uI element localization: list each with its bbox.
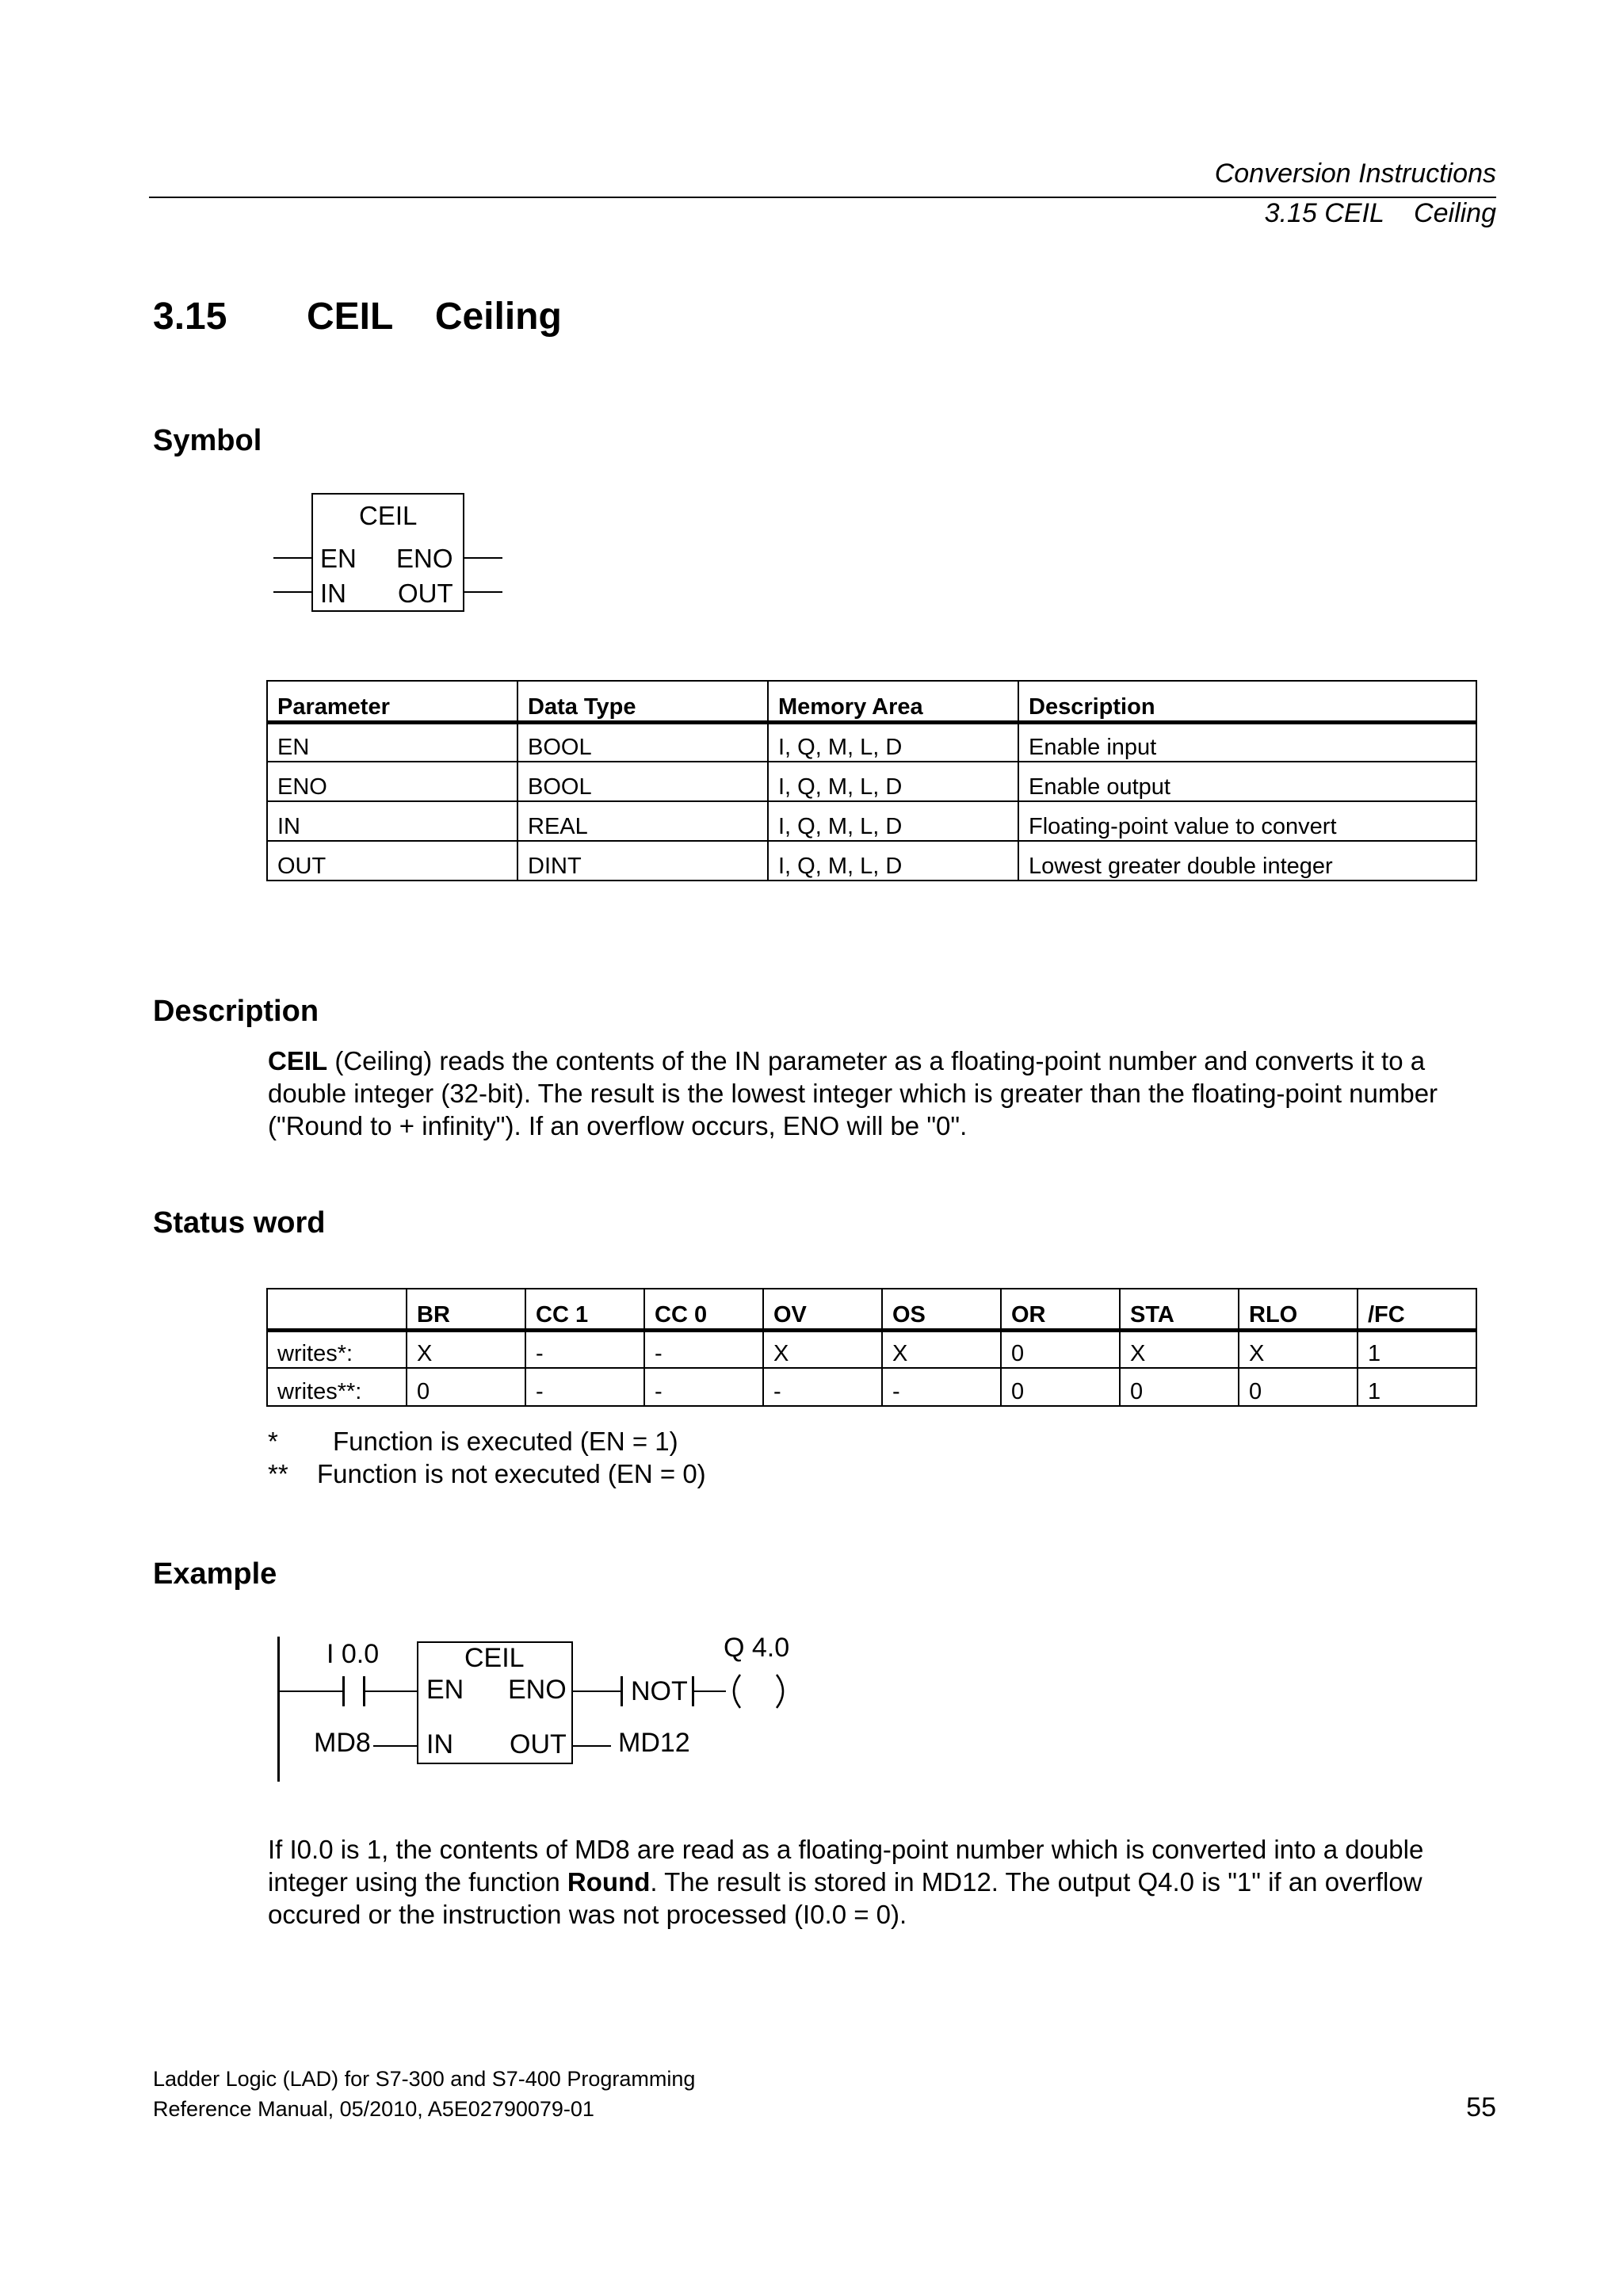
- not-left-bar: [621, 1676, 623, 1706]
- status-cell: 0: [407, 1368, 525, 1406]
- status-row-writes-not-executed: [267, 1368, 1476, 1406]
- in-lead-line: [273, 591, 311, 593]
- rung-line: [280, 1690, 342, 1692]
- status-header-br: BR: [407, 1289, 525, 1330]
- table-row: [267, 762, 1476, 801]
- example-text-1: If I0.0 is 1, the contents of MD8 are read as a floating-point number which is converted into a double integer using the function: [268, 1835, 1424, 1897]
- coil-address: Q 4.0: [724, 1633, 790, 1663]
- description-heading: Description: [153, 995, 319, 1028]
- table-cell: REAL: [517, 801, 768, 841]
- table-cell: Floating-point value to convert: [1018, 801, 1476, 841]
- table-cell: BOOL: [517, 762, 768, 801]
- description-paragraph: [268, 1045, 1504, 1142]
- footnote-executed-mark: *: [268, 1427, 278, 1456]
- status-header-cc1: CC 1: [525, 1289, 644, 1330]
- footer-manual-ref: Reference Manual, 05/2010, A5E02790079-01: [153, 2097, 594, 2121]
- symbol-en-label: EN: [320, 544, 357, 573]
- symbol-out-label: OUT: [398, 579, 453, 608]
- table-cell: IN: [267, 801, 517, 841]
- status-header-ov: OV: [763, 1289, 882, 1330]
- status-cell: -: [525, 1368, 644, 1406]
- footnote-executed-text: Function is executed (EN = 1): [333, 1427, 678, 1456]
- running-header-chapter: Conversion Instructions: [1214, 159, 1496, 189]
- status-cell: -: [644, 1368, 763, 1406]
- status-cell: X: [1120, 1330, 1239, 1368]
- example-text-bold: Round: [567, 1867, 651, 1897]
- status-cell: -: [644, 1330, 763, 1368]
- status-header-cc0: CC 0: [644, 1289, 763, 1330]
- rung-line: [694, 1690, 726, 1692]
- header-parameter: Parameter: [267, 681, 517, 722]
- en-lead-line: [273, 557, 311, 559]
- ceil-box-title: CEIL: [464, 1643, 525, 1673]
- status-word-heading: Status word: [153, 1206, 326, 1240]
- parameter-table: [266, 680, 1477, 881]
- status-cell: -: [882, 1368, 1001, 1406]
- symbol-box-title: CEIL: [359, 501, 418, 530]
- table-header-row: [267, 681, 1476, 722]
- status-cell: 0: [1239, 1368, 1358, 1406]
- symbol-heading: Symbol: [153, 424, 262, 457]
- status-cell: 0: [1001, 1368, 1120, 1406]
- status-row-label: writes*:: [267, 1330, 407, 1368]
- ceil-out-label: OUT: [510, 1729, 567, 1759]
- status-cell: 0: [1001, 1330, 1120, 1368]
- footer-manual-title: Ladder Logic (LAD) for S7-300 and S7-400 Programming: [153, 2067, 696, 2091]
- status-header-or: OR: [1001, 1289, 1120, 1330]
- table-row: [267, 801, 1476, 841]
- output-variable: MD12: [618, 1728, 690, 1758]
- example-heading: Example: [153, 1557, 277, 1591]
- footnote-not-executed-text: Function is not executed (EN = 0): [317, 1459, 706, 1488]
- status-cell: X: [763, 1330, 882, 1368]
- table-cell: EN: [267, 722, 517, 762]
- table-cell: Enable output: [1018, 762, 1476, 801]
- status-cell: 1: [1358, 1330, 1476, 1368]
- status-cell: -: [525, 1330, 644, 1368]
- status-header-sta: STA: [1120, 1289, 1239, 1330]
- contact-left-bar: [342, 1676, 345, 1706]
- page-title: [153, 295, 562, 338]
- in-lead-line: [373, 1745, 417, 1747]
- table-cell: BOOL: [517, 722, 768, 762]
- table-cell: OUT: [267, 841, 517, 881]
- status-row-writes-executed: [267, 1330, 1476, 1368]
- status-word-table: [266, 1288, 1477, 1407]
- description-lead-term: CEIL: [268, 1046, 328, 1075]
- example-text-2: . The result is stored in MD12. The output Q4.0 is "1" if an overflow occured or the instruction was not processed (I0.0 = 0).: [268, 1867, 1423, 1929]
- status-cell: -: [763, 1368, 882, 1406]
- header-description: Description: [1018, 681, 1476, 722]
- status-row-label: writes**:: [267, 1368, 407, 1406]
- status-cell: 0: [1120, 1368, 1239, 1406]
- table-cell: I, Q, M, L, D: [768, 762, 1018, 801]
- not-contact-label: NOT: [631, 1676, 688, 1706]
- ceil-in-label: IN: [426, 1729, 453, 1759]
- eno-line: [573, 1690, 621, 1692]
- table-cell: DINT: [517, 841, 768, 881]
- out-lead-line: [573, 1745, 611, 1747]
- table-cell: ENO: [267, 762, 517, 801]
- coil-icon: [723, 1672, 794, 1712]
- footnote-not-executed-mark: **: [268, 1459, 288, 1488]
- section-number: 3.15: [153, 296, 227, 338]
- section-title: CEIL Ceiling: [307, 296, 562, 338]
- symbol-eno-label: ENO: [396, 544, 453, 573]
- table-cell: Lowest greater double integer: [1018, 841, 1476, 881]
- example-paragraph: [268, 1833, 1504, 1931]
- ceil-eno-label: ENO: [508, 1675, 567, 1705]
- table-cell: I, Q, M, L, D: [768, 841, 1018, 881]
- status-cell: X: [1239, 1330, 1358, 1368]
- table-cell: I, Q, M, L, D: [768, 801, 1018, 841]
- description-text: (Ceiling) reads the contents of the IN parameter as a floating-point number and converts it to a double integer (32-bit). The result is the lowest integer which is greater than the floating-point number ("Round to + infinity"). If an overflow occurs, ENO will be "0".: [268, 1046, 1438, 1140]
- header-memory-area: Memory Area: [768, 681, 1018, 722]
- table-cell: Enable input: [1018, 722, 1476, 762]
- symbol-in-label: IN: [320, 579, 346, 608]
- eno-lead-line: [464, 557, 502, 559]
- status-cell: X: [407, 1330, 525, 1368]
- header-data-type: Data Type: [517, 681, 768, 722]
- table-cell: I, Q, M, L, D: [768, 722, 1018, 762]
- status-header-rlo: RLO: [1239, 1289, 1358, 1330]
- contact-address: I 0.0: [327, 1639, 380, 1669]
- status-header-os: OS: [882, 1289, 1001, 1330]
- ceil-en-label: EN: [426, 1675, 464, 1705]
- status-cell: X: [882, 1330, 1001, 1368]
- status-header-blank: [267, 1289, 407, 1330]
- running-header-section: 3.15 CEIL Ceiling: [1264, 198, 1496, 228]
- table-row: [267, 722, 1476, 762]
- status-header-fc: /FC: [1358, 1289, 1476, 1330]
- table-row: [267, 841, 1476, 881]
- rung-line: [365, 1690, 417, 1692]
- page-number: 55: [1466, 2092, 1496, 2122]
- input-variable: MD8: [314, 1728, 371, 1758]
- status-header-row: [267, 1289, 1476, 1330]
- status-cell: 1: [1358, 1368, 1476, 1406]
- power-rail: [277, 1637, 280, 1782]
- out-lead-line: [464, 591, 502, 593]
